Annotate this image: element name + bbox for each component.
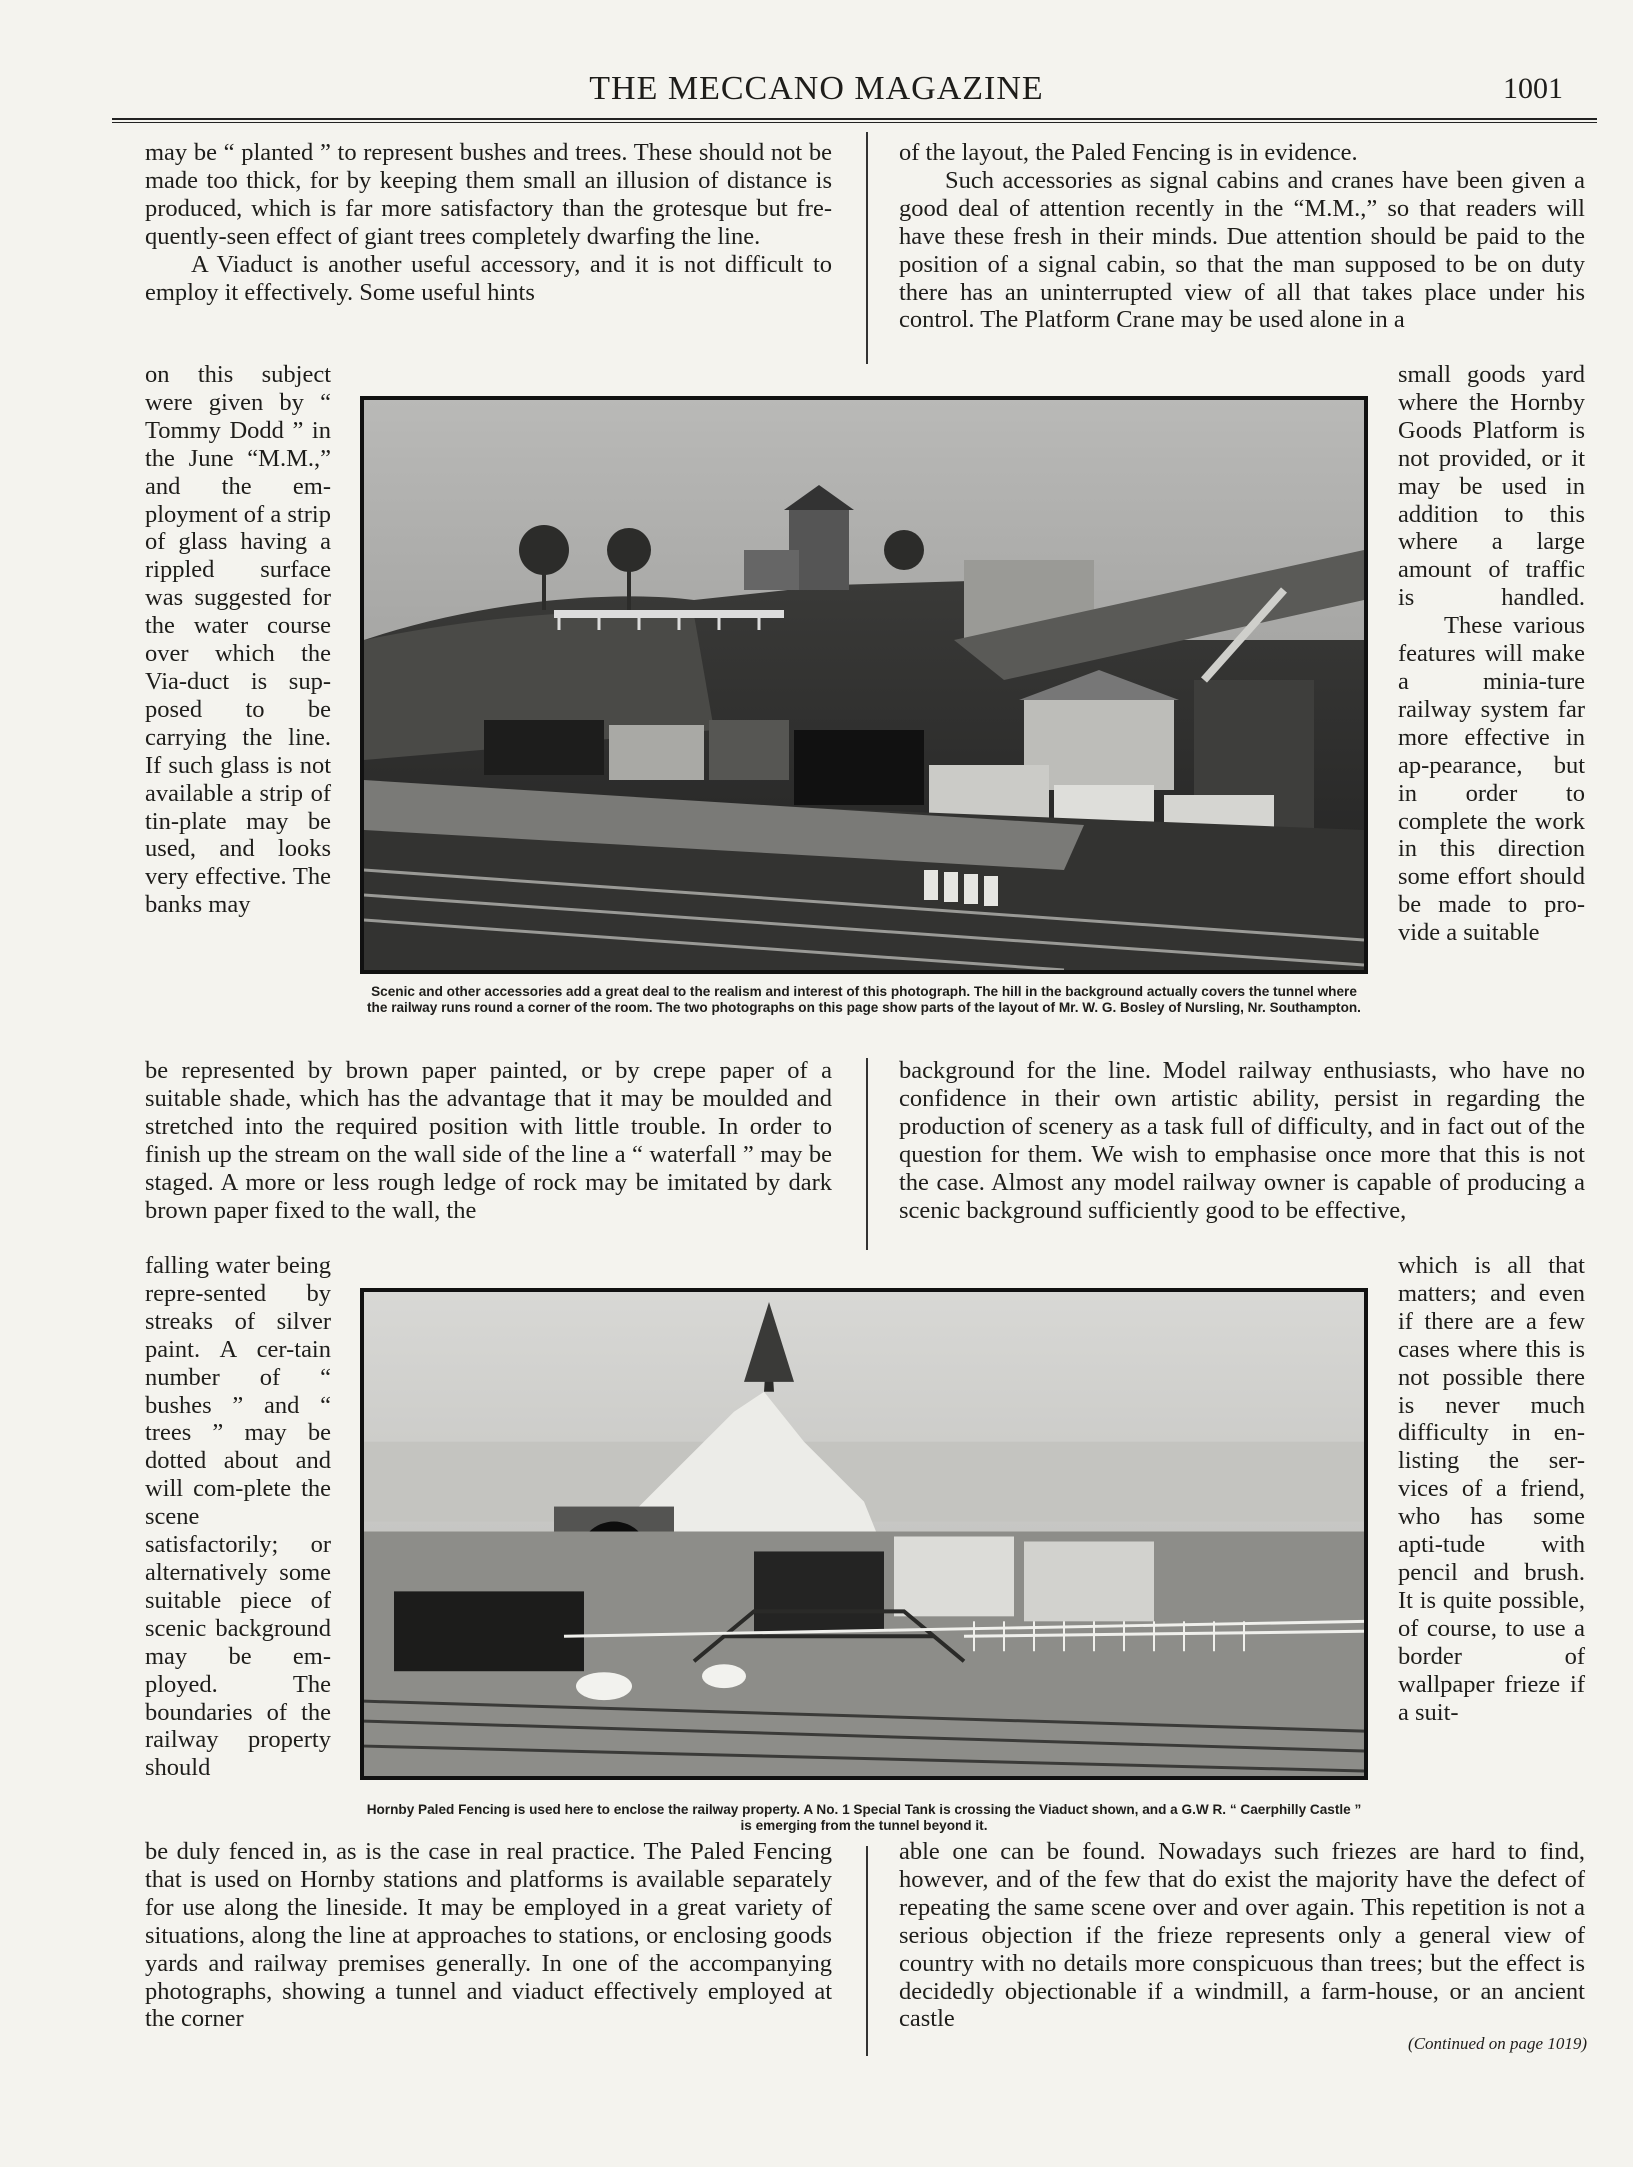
paragraph: may be “ planted ” to represent bushes and trees. These should not be made too thick, for by keeping them small an illusion of distance is produced, which is far more satisfactory than the grotesque but fre-quently-seen effect of giant trees completely dwarfing the line. xyxy=(145,139,832,250)
photo-scene xyxy=(364,400,1364,970)
header-rule xyxy=(112,118,1597,120)
paragraph: falling water being repre-sented by streaks of silver paint. A cer-tain number of “ bushes ” and “ trees ” may be dotted about and will com-plete the scene satisfactorily; or alternatively some suitable piece of scenic background may be em-ployed. The boundaries of the railway property should xyxy=(145,1252,331,1782)
page-number: 1001 xyxy=(1503,72,1563,105)
paragraph: A Viaduct is another useful accessory, and it is not difficult to employ it effectively. Some useful hints xyxy=(145,250,832,306)
paragraph: able one can be found. Nowadays such friezes are hard to find, however, and of the few that do exist the majority have the defect of repeating the same scene over and over again. This repetition is not a serious objection if the frieze represents only a general view of country with no details more conspicuous than trees; but the effect is decidedly objectionable if a windmill, a farm-house, or an ancient castle xyxy=(899,1838,1585,2033)
continued-note: (Continued on page 1019) xyxy=(1408,2034,1587,2053)
paragraph: background for the line. Model railway enthusiasts, who have no confidence in their own artistic ability, persist in regarding the production of scenery as a task full of difficulty, and in fact out of the question for them. We wish to emphasise once more that this is not the case. Almost any model railway owner is capable of producing a scenic background sufficiently good to be effective, xyxy=(899,1057,1585,1224)
right-column-top xyxy=(899,139,1585,334)
paragraph: small goods yard where the Hornby Goods Platform is not provided, or it may be used in addition to this where a large amount of traffic is handled. xyxy=(1398,361,1585,612)
paragraph: be represented by brown paper painted, or by crepe paper of a suitable shade, which has the advantage that it may be moulded and stretched into the required position with little trouble. In order to finish up the stream on the wall side of the line a “ waterfall ” may be staged. A more or less rough ledge of rock may be imitated by dark brown paper fixed to the wall, the xyxy=(145,1057,832,1224)
column-divider xyxy=(866,1846,868,2056)
paragraph: of the layout, the Paled Fencing is in evidence. xyxy=(899,139,1358,166)
column-divider xyxy=(866,132,868,364)
right-column-mid xyxy=(899,1057,1585,1224)
right-column-narrow-2 xyxy=(1398,1252,1585,1726)
tunnel-photograph xyxy=(360,1288,1368,1780)
layout-photograph xyxy=(360,396,1368,974)
paragraph: which is all that matters; and even if there are a few cases where this is not possible there is never much difficulty in en-listing the ser-vices of a friend, who has some apti-tude with pencil and brush. It is quite possible, of course, to use a border of wallpaper frieze if a suit- xyxy=(1398,1252,1585,1726)
paragraph: Such accessories as signal cabins and cranes have been given a good deal of attention recently in the “M.M.,” so that readers will have these fresh in their minds. Due attention should be paid to the position of a signal cabin, so that the man supposed to be on duty there has an uninterrupted view of all that takes place under his control. The Platform Crane may be used alone in a xyxy=(899,166,1585,334)
right-column-bottom xyxy=(899,1838,1585,2033)
column-divider xyxy=(866,1058,868,1250)
left-column-mid xyxy=(145,1057,832,1224)
paragraph: These various features will make a minia-ture railway system far more effective in ap-pearance, but in order to complete the work in this direction some effort should be made to pro-vide a suitable xyxy=(1398,612,1585,947)
right-column-narrow-1 xyxy=(1398,361,1585,947)
magazine-title: THE MECCANO MAGAZINE xyxy=(589,70,1044,107)
photo-scene xyxy=(364,1292,1364,1776)
header-rule-thin xyxy=(112,122,1597,123)
left-column-top xyxy=(145,139,832,306)
paragraph: on this subject were given by “ Tommy Dodd ” in the June “M.M.,” and the em-ployment of a strip of glass having a rippled surface was suggested for the water course over which the Via-duct is sup-posed to be carrying the line. If such glass is not available a strip of tin-plate may be used, and looks very effective. The banks may xyxy=(145,361,331,919)
left-column-bottom xyxy=(145,1838,832,2033)
paragraph: be duly fenced in, as is the case in real practice. The Paled Fencing that is used on Hornby stations and platforms is available separately for use along the lineside. It may be employed in a great variety of situations, along the line at approaches to stations, or enclosing goods yards and railway premises generally. In one of the accompanying photographs, showing a tunnel and viaduct effectively employed at the corner xyxy=(145,1838,832,2033)
left-column-narrow-1 xyxy=(145,361,331,919)
photo-caption: Hornby Paled Fencing is used here to enclose the railway property. A No. 1 Special Tank is crossing the Viaduct shown, and a G.W R. “ Caerphilly Castle ” is emerging from the tunnel beyond it. xyxy=(366,1802,1362,1833)
left-column-narrow-2 xyxy=(145,1252,331,1782)
photo-caption: Scenic and other accessories add a great deal to the realism and interest of this photograph. The hill in the background actually covers the tunnel where the railway runs round a corner of the room. The two photographs on this page show parts of the layout of Mr. W. G. Bosley of Nursling, Nr. Southampton. xyxy=(367,984,1361,1015)
